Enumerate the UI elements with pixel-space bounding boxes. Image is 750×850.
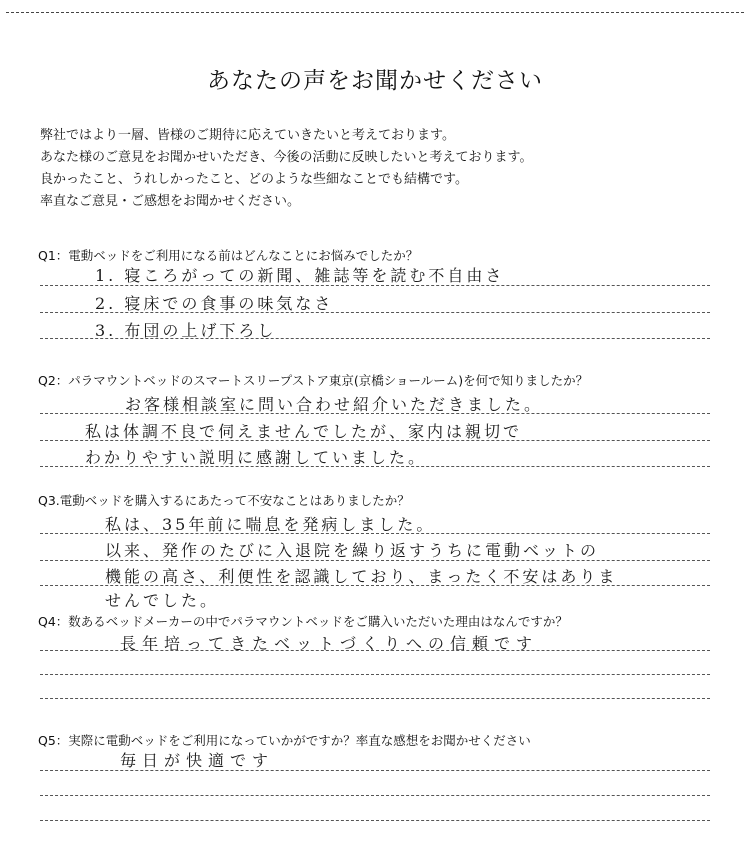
question-2-answer-line-3: わかりやすい説明に感謝していました。	[85, 448, 428, 467]
intro-line: あなた様のご意見をお聞かせいただき、今後の活動に反映したいと考えております。	[40, 150, 533, 165]
question-2-answer-line-1: お客様相談室に問い合わせ紹介いただきました。	[125, 395, 544, 414]
question-2-answer-line-2: 私は体調不良で伺えませんでしたが、家内は親切で	[85, 422, 523, 441]
answer-dashed-line	[40, 312, 710, 313]
answer-dashed-line	[40, 440, 710, 441]
answer-dashed-line	[40, 770, 710, 771]
question-2-label: Q2：パラマウントベッドのスマートスリープストア東京(京橋ショールーム)を何で知りましたか？	[38, 373, 589, 388]
question-3-answer-line-2: 以来、発作のたびに入退院を繰り返すうちに電動ベットの	[105, 541, 600, 560]
answer-dashed-line	[40, 466, 710, 467]
question-1-answer-line-1: 1. 寝ころがっての新聞、雑誌等を読む不自由さ	[95, 266, 505, 285]
answer-dashed-line	[40, 285, 710, 286]
question-3-label: Q3.電動ベッドを購入するにあたって不安なことはありましたか？	[38, 493, 410, 508]
question-3-answer-line-3: 機能の高さ、利便性を認識しており、まったく不安はありま	[105, 567, 618, 586]
question-1-answer-line-3: 3. 布団の上げ下ろし	[95, 321, 277, 340]
answer-dashed-line	[40, 585, 710, 586]
question-3-answer-line-4: せんでした。	[105, 591, 220, 610]
question-5-label: Q5：実際に電動ベッドをご利用になっていかがですか？率直な感想をお聞かせください	[38, 733, 531, 748]
intro-text	[40, 125, 532, 213]
intro-line: 弊社ではより一層、皆様のご期待に応えていきたいと考えております。	[40, 128, 455, 143]
question-4-answer-line-1: 長年培ってきたベットづくりへの信頼です	[120, 634, 539, 653]
answer-dashed-line	[40, 674, 710, 675]
answer-dashed-line	[40, 338, 710, 339]
answer-dashed-line	[40, 820, 710, 821]
question-4-label: Q4：数あるベッドメーカーの中でパラマウントベッドをご購入いただいた理由はなんですか？	[38, 614, 568, 629]
question-3-answer-line-1: 私は、35年前に喘息を発病しました。	[105, 515, 436, 534]
answer-dashed-line	[40, 560, 710, 561]
page-title: あなたの声をお聞かせください	[207, 68, 543, 94]
answer-dashed-line	[40, 650, 710, 651]
intro-line: 率直なご意見・ご感想をお聞かせください。	[40, 194, 301, 209]
answer-dashed-line	[40, 533, 710, 534]
answer-dashed-line	[40, 795, 710, 796]
question-5-answer-line-1: 毎日が快適です	[120, 751, 275, 770]
answer-dashed-line	[40, 413, 710, 414]
top-dashed-rule	[6, 12, 744, 13]
question-1-label: Q1：電動ベッドをご利用になる前はどんなことにお悩みでしたか？	[38, 248, 419, 263]
intro-line: 良かったこと、うれしかったこと、どのような些細なことでも結構です。	[40, 172, 468, 187]
answer-dashed-line	[40, 698, 710, 699]
question-1-answer-line-2: 2. 寝床での食事の味気なさ	[95, 294, 334, 313]
